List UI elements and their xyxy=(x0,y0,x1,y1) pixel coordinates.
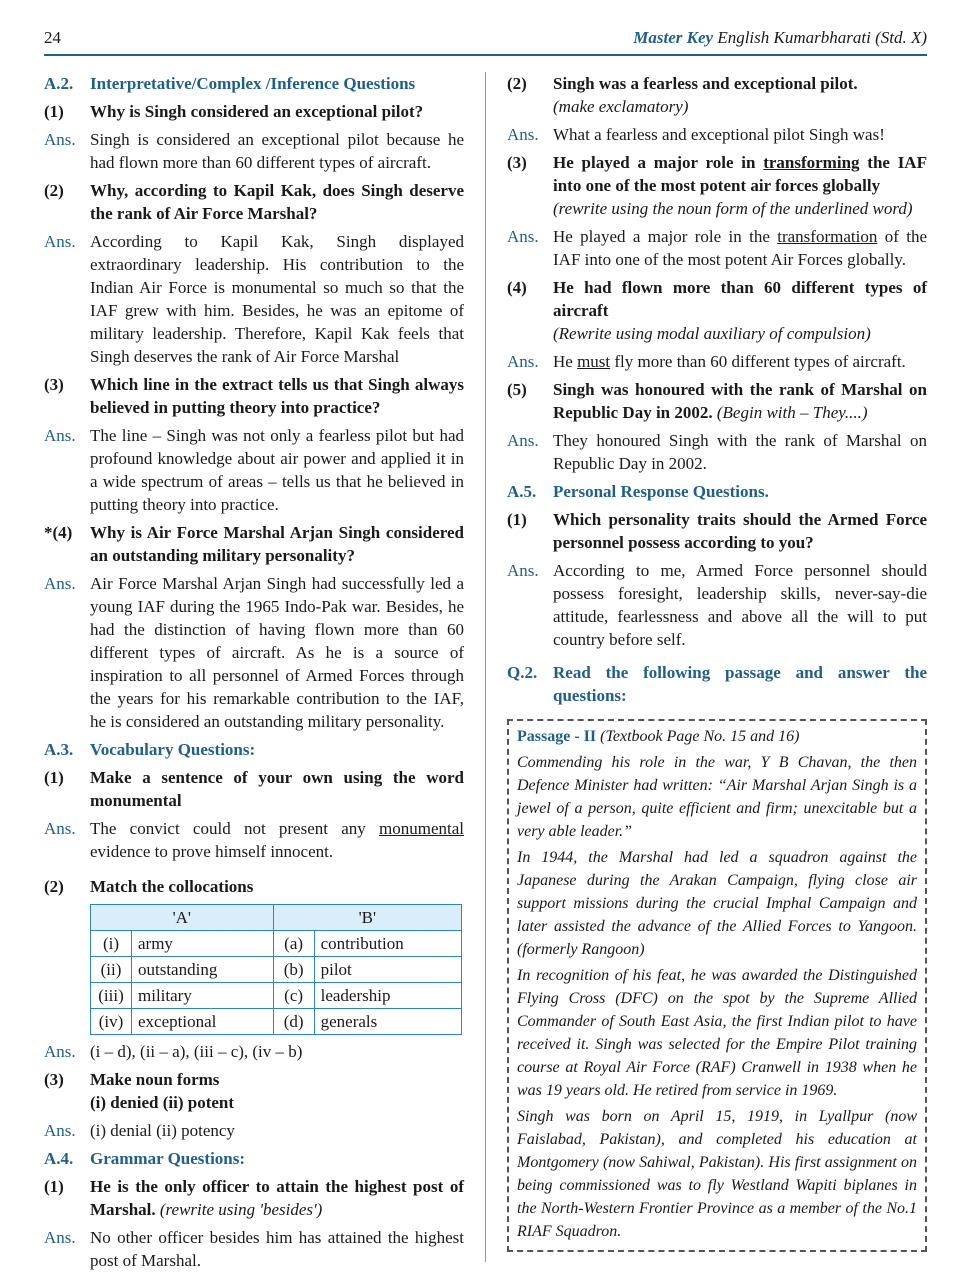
table-row xyxy=(91,983,462,1009)
page-header xyxy=(44,28,927,56)
question-instruction: (make exclamatory) xyxy=(553,97,689,116)
answer-label: Ans. xyxy=(507,352,539,371)
answer-part: evidence to prove himself innocent. xyxy=(90,842,334,861)
answer xyxy=(507,225,927,271)
answer-text: (i – d), (ii – a), (iii – c), (iv – b) xyxy=(90,1042,303,1061)
right-column xyxy=(507,72,927,1252)
answer-label: Ans. xyxy=(44,1121,76,1140)
answer-part: fly more than 60 different types of aircraft. xyxy=(610,352,906,371)
passage-heading xyxy=(517,725,917,748)
answer-text: According to me, Armed Force personnel should possess foresight, leadership skills, never-say-die attitude, fearlessness and above all the will to put country before self. xyxy=(553,561,927,649)
question-text: Which line in the extract tells us that Singh always believed in putting theory into practice? xyxy=(90,375,464,417)
passage-subtitle: (Textbook Page No. 15 and 16) xyxy=(600,728,800,745)
question xyxy=(44,766,464,812)
page-number: 24 xyxy=(44,28,61,47)
answer-part: He played a major role in the xyxy=(553,227,778,246)
answer xyxy=(44,230,464,368)
book-title-rest: English Kumarbharati (Std. X) xyxy=(717,28,927,47)
question xyxy=(44,373,464,419)
question xyxy=(507,72,927,118)
question-number: (1) xyxy=(44,1177,64,1196)
passage-paragraph: Commending his role in the war, Y B Chavan, the then Defence Minister had written: “Air Marshal Arjan Singh is a jewel of a person, quite efficient and firm; unexcitable but a very able leader.” xyxy=(517,754,917,840)
question xyxy=(507,378,927,424)
answer xyxy=(507,350,927,373)
column-header-a: 'A' xyxy=(91,905,274,931)
section-label: A.3. xyxy=(44,740,74,759)
cell-b: leadership xyxy=(314,983,461,1009)
section-label: A.2. xyxy=(44,74,74,93)
question-number: (2) xyxy=(44,181,64,200)
section-a2-heading xyxy=(44,72,464,95)
answer-text: Singh is considered an exceptional pilot because he had flown more than 60 different types of aircraft. xyxy=(90,130,464,172)
question-part: He played a major role in xyxy=(553,153,764,172)
answer-label: Ans. xyxy=(44,574,76,593)
answer-text: They honoured Singh with the rank of Marshal on Republic Day in 2002. xyxy=(553,431,927,473)
table-row xyxy=(91,957,462,983)
answer-text xyxy=(90,817,464,863)
cell-num-a: (i) xyxy=(91,931,132,957)
passage-title: Passage - II xyxy=(517,728,597,745)
question-main: He had flown more than 60 different types of aircraft xyxy=(553,278,927,320)
answer xyxy=(44,1226,464,1272)
question-text xyxy=(553,151,927,220)
question xyxy=(44,179,464,225)
cell-b: pilot xyxy=(314,957,461,983)
question-text: Match the collocations xyxy=(90,877,254,896)
section-label: A.5. xyxy=(507,482,537,501)
question xyxy=(44,1068,464,1114)
answer-label: Ans. xyxy=(44,426,76,445)
question-text xyxy=(553,72,927,118)
answer-label: Ans. xyxy=(44,819,76,838)
answer-text: The line – Singh was not only a fearless pilot but had profound knowledge about air power and applied it in a wide spectrum of areas – tells us that he believed in putting theory into practice. xyxy=(90,426,464,514)
section-title: Vocabulary Questions: xyxy=(90,740,256,759)
question xyxy=(44,521,464,567)
table-header-row xyxy=(91,905,462,931)
question-instruction: (rewrite using the noun form of the underlined word) xyxy=(553,199,913,218)
section-title: Grammar Questions: xyxy=(90,1149,246,1168)
column-header-b: 'B' xyxy=(273,905,461,931)
question-text: Make a sentence of your own using the word monumental xyxy=(90,768,464,810)
answer-text: According to Kapil Kak, Singh displayed extraordinary leadership. His contribution to the Indian Air Force is monumental so much so that the IAF grew with him. Besides, he was an epitome of military leadership. Therefore, Kapil Kak feels that Singh deserves the rank of Air Force Marshal xyxy=(90,232,464,366)
question xyxy=(44,1175,464,1221)
question-text: Which personality traits should the Armed Force personnel possess according to you? xyxy=(553,510,927,552)
answer-label: Ans. xyxy=(44,232,76,251)
question-line: (i) denied (ii) potent xyxy=(90,1093,235,1112)
question xyxy=(507,276,927,345)
answer-text: What a fearless and exceptional pilot Singh was! xyxy=(553,125,885,144)
question-text xyxy=(90,1068,464,1114)
answer-text: Air Force Marshal Arjan Singh had successfully led a young IAF during the 1965 Indo-Pak war. Besides, he had the distinction of having flown more than 60 different types of aircraft. As he is a source of inspiration to all personnel of Armed Forces through the years for his remarkable contribution to the IAF, he is considered an outstanding military personality. xyxy=(90,574,464,731)
underlined-word: must xyxy=(577,352,611,371)
section-a3-heading xyxy=(44,738,464,761)
question-part: the IAF into one of the most potent air forces globally xyxy=(553,153,927,195)
cell-b: contribution xyxy=(314,931,461,957)
question-text xyxy=(553,378,927,424)
passage-paragraph: In 1944, the Marshal had led a squadron against the Japanese during the Arakan Campaign, flying close air support missions during the crucial Imphal Campaign and later assisted the advance of the Allied Forces to Yangoon. (formerly Rangoon) xyxy=(517,849,917,958)
answer-label: Ans. xyxy=(44,1042,76,1061)
book-brand: Master Key xyxy=(633,28,714,47)
answer-label: Ans. xyxy=(507,227,539,246)
answer xyxy=(44,1119,464,1142)
question-number: (3) xyxy=(44,1070,64,1089)
left-column xyxy=(44,72,464,1272)
question-main: He is the only officer to attain the highest post of Marshal. xyxy=(90,1177,464,1219)
answer-label: Ans. xyxy=(44,130,76,149)
section-a5-heading xyxy=(507,480,927,503)
cell-num-b: (d) xyxy=(273,1009,314,1035)
cell-num-b: (a) xyxy=(273,931,314,957)
question-text: Why is Singh considered an exceptional pilot? xyxy=(90,102,424,121)
question-number: *(4) xyxy=(44,523,73,542)
section-label: A.4. xyxy=(44,1149,74,1168)
cell-a: military xyxy=(132,983,274,1009)
question-number: (1) xyxy=(507,510,527,529)
question-instruction: (Begin with – They....) xyxy=(716,403,868,422)
answer xyxy=(44,128,464,174)
answer xyxy=(507,429,927,475)
cell-num-a: (iv) xyxy=(91,1009,132,1035)
cell-num-b: (c) xyxy=(273,983,314,1009)
question xyxy=(507,508,927,554)
answer xyxy=(507,123,927,146)
answer xyxy=(44,817,464,863)
answer-label: Ans. xyxy=(507,125,539,144)
book-title xyxy=(633,28,927,48)
question-number: (1) xyxy=(44,768,64,787)
answer-text: (i) denial (ii) potency xyxy=(90,1121,235,1140)
question xyxy=(44,875,464,898)
question-number: (3) xyxy=(44,375,64,394)
question-number: (3) xyxy=(507,153,527,172)
cell-num-a: (ii) xyxy=(91,957,132,983)
underlined-word: monumental xyxy=(379,819,464,838)
cell-num-b: (b) xyxy=(273,957,314,983)
answer-label: Ans. xyxy=(507,431,539,450)
question-number: (4) xyxy=(507,278,527,297)
question-number: (5) xyxy=(507,380,527,399)
question-number: (1) xyxy=(44,102,64,121)
question-line: Make noun forms xyxy=(90,1070,220,1089)
answer-text: No other officer besides him has attained the highest post of Marshal. xyxy=(90,1228,464,1270)
question-text xyxy=(90,1175,464,1221)
section-a4-heading xyxy=(44,1147,464,1170)
underlined-word: transforming xyxy=(763,153,860,172)
question-text xyxy=(553,276,927,345)
table-row xyxy=(91,1009,462,1035)
column-divider xyxy=(485,72,486,1262)
cell-a: exceptional xyxy=(132,1009,274,1035)
underlined-word: transformation xyxy=(777,227,878,246)
answer-part: He xyxy=(553,352,578,371)
passage-box xyxy=(507,719,927,1252)
answer-label: Ans. xyxy=(507,561,539,580)
cell-b: generals xyxy=(314,1009,461,1035)
passage-paragraph: In recognition of his feat, he was awarded the Distinguished Flying Cross (DFC) on the spot by the Supreme Allied Commander of South East Asia, the first Indian pilot to have received it. Singh was selected for the Empire Pilot training course at Royal Air Force (RAF) Cranwell in 1938 when he was 19 years old. He retired from service in 1969. xyxy=(517,967,917,1099)
question-text: Why, according to Kapil Kak, does Singh deserve the rank of Air Force Marshal? xyxy=(90,181,464,223)
table-row xyxy=(91,931,462,957)
answer-part: of the IAF into one of the most potent Air Forces globally. xyxy=(553,227,927,269)
answer-text xyxy=(553,350,927,373)
question-number: (2) xyxy=(44,877,64,896)
collocation-table xyxy=(90,904,462,1035)
question-text: Why is Air Force Marshal Arjan Singh considered an outstanding military personality? xyxy=(90,523,464,565)
question xyxy=(44,100,464,123)
answer xyxy=(44,572,464,733)
cell-a: army xyxy=(132,931,274,957)
answer-label: Ans. xyxy=(44,1228,76,1247)
question xyxy=(507,151,927,220)
section-q2-heading xyxy=(507,661,927,707)
cell-num-a: (iii) xyxy=(91,983,132,1009)
question-number: (2) xyxy=(507,74,527,93)
question-main: Singh was honoured with the rank of Marshal on Republic Day in 2002. xyxy=(553,380,927,422)
answer xyxy=(44,1040,464,1063)
question-instruction: (rewrite using 'besides') xyxy=(159,1200,323,1219)
section-title: Read the following passage and answer the questions: xyxy=(553,663,927,705)
section-title: Interpretative/Complex /Inference Questions xyxy=(90,74,416,93)
question-instruction: (Rewrite using modal auxiliary of compulsion) xyxy=(553,324,871,343)
cell-a: outstanding xyxy=(132,957,274,983)
answer-part: The convict could not present any xyxy=(90,819,380,838)
question-main: Singh was a fearless and exceptional pilot. xyxy=(553,74,858,93)
answer xyxy=(507,559,927,651)
answer-text xyxy=(553,225,927,271)
section-title: Personal Response Questions. xyxy=(553,482,769,501)
section-label: Q.2. xyxy=(507,663,538,682)
passage-paragraph: Singh was born on April 15, 1919, in Lyallpur (now Faislabad, Pakistan), and completed his education at Montgomery (now Sahiwal, Pakistan). His first assignment on being commissioned was to fly Westland Wapiti biplanes in the North-Western Frontier Province as a member of the No.1 RIAF Squadron. xyxy=(517,1108,917,1240)
answer xyxy=(44,424,464,516)
